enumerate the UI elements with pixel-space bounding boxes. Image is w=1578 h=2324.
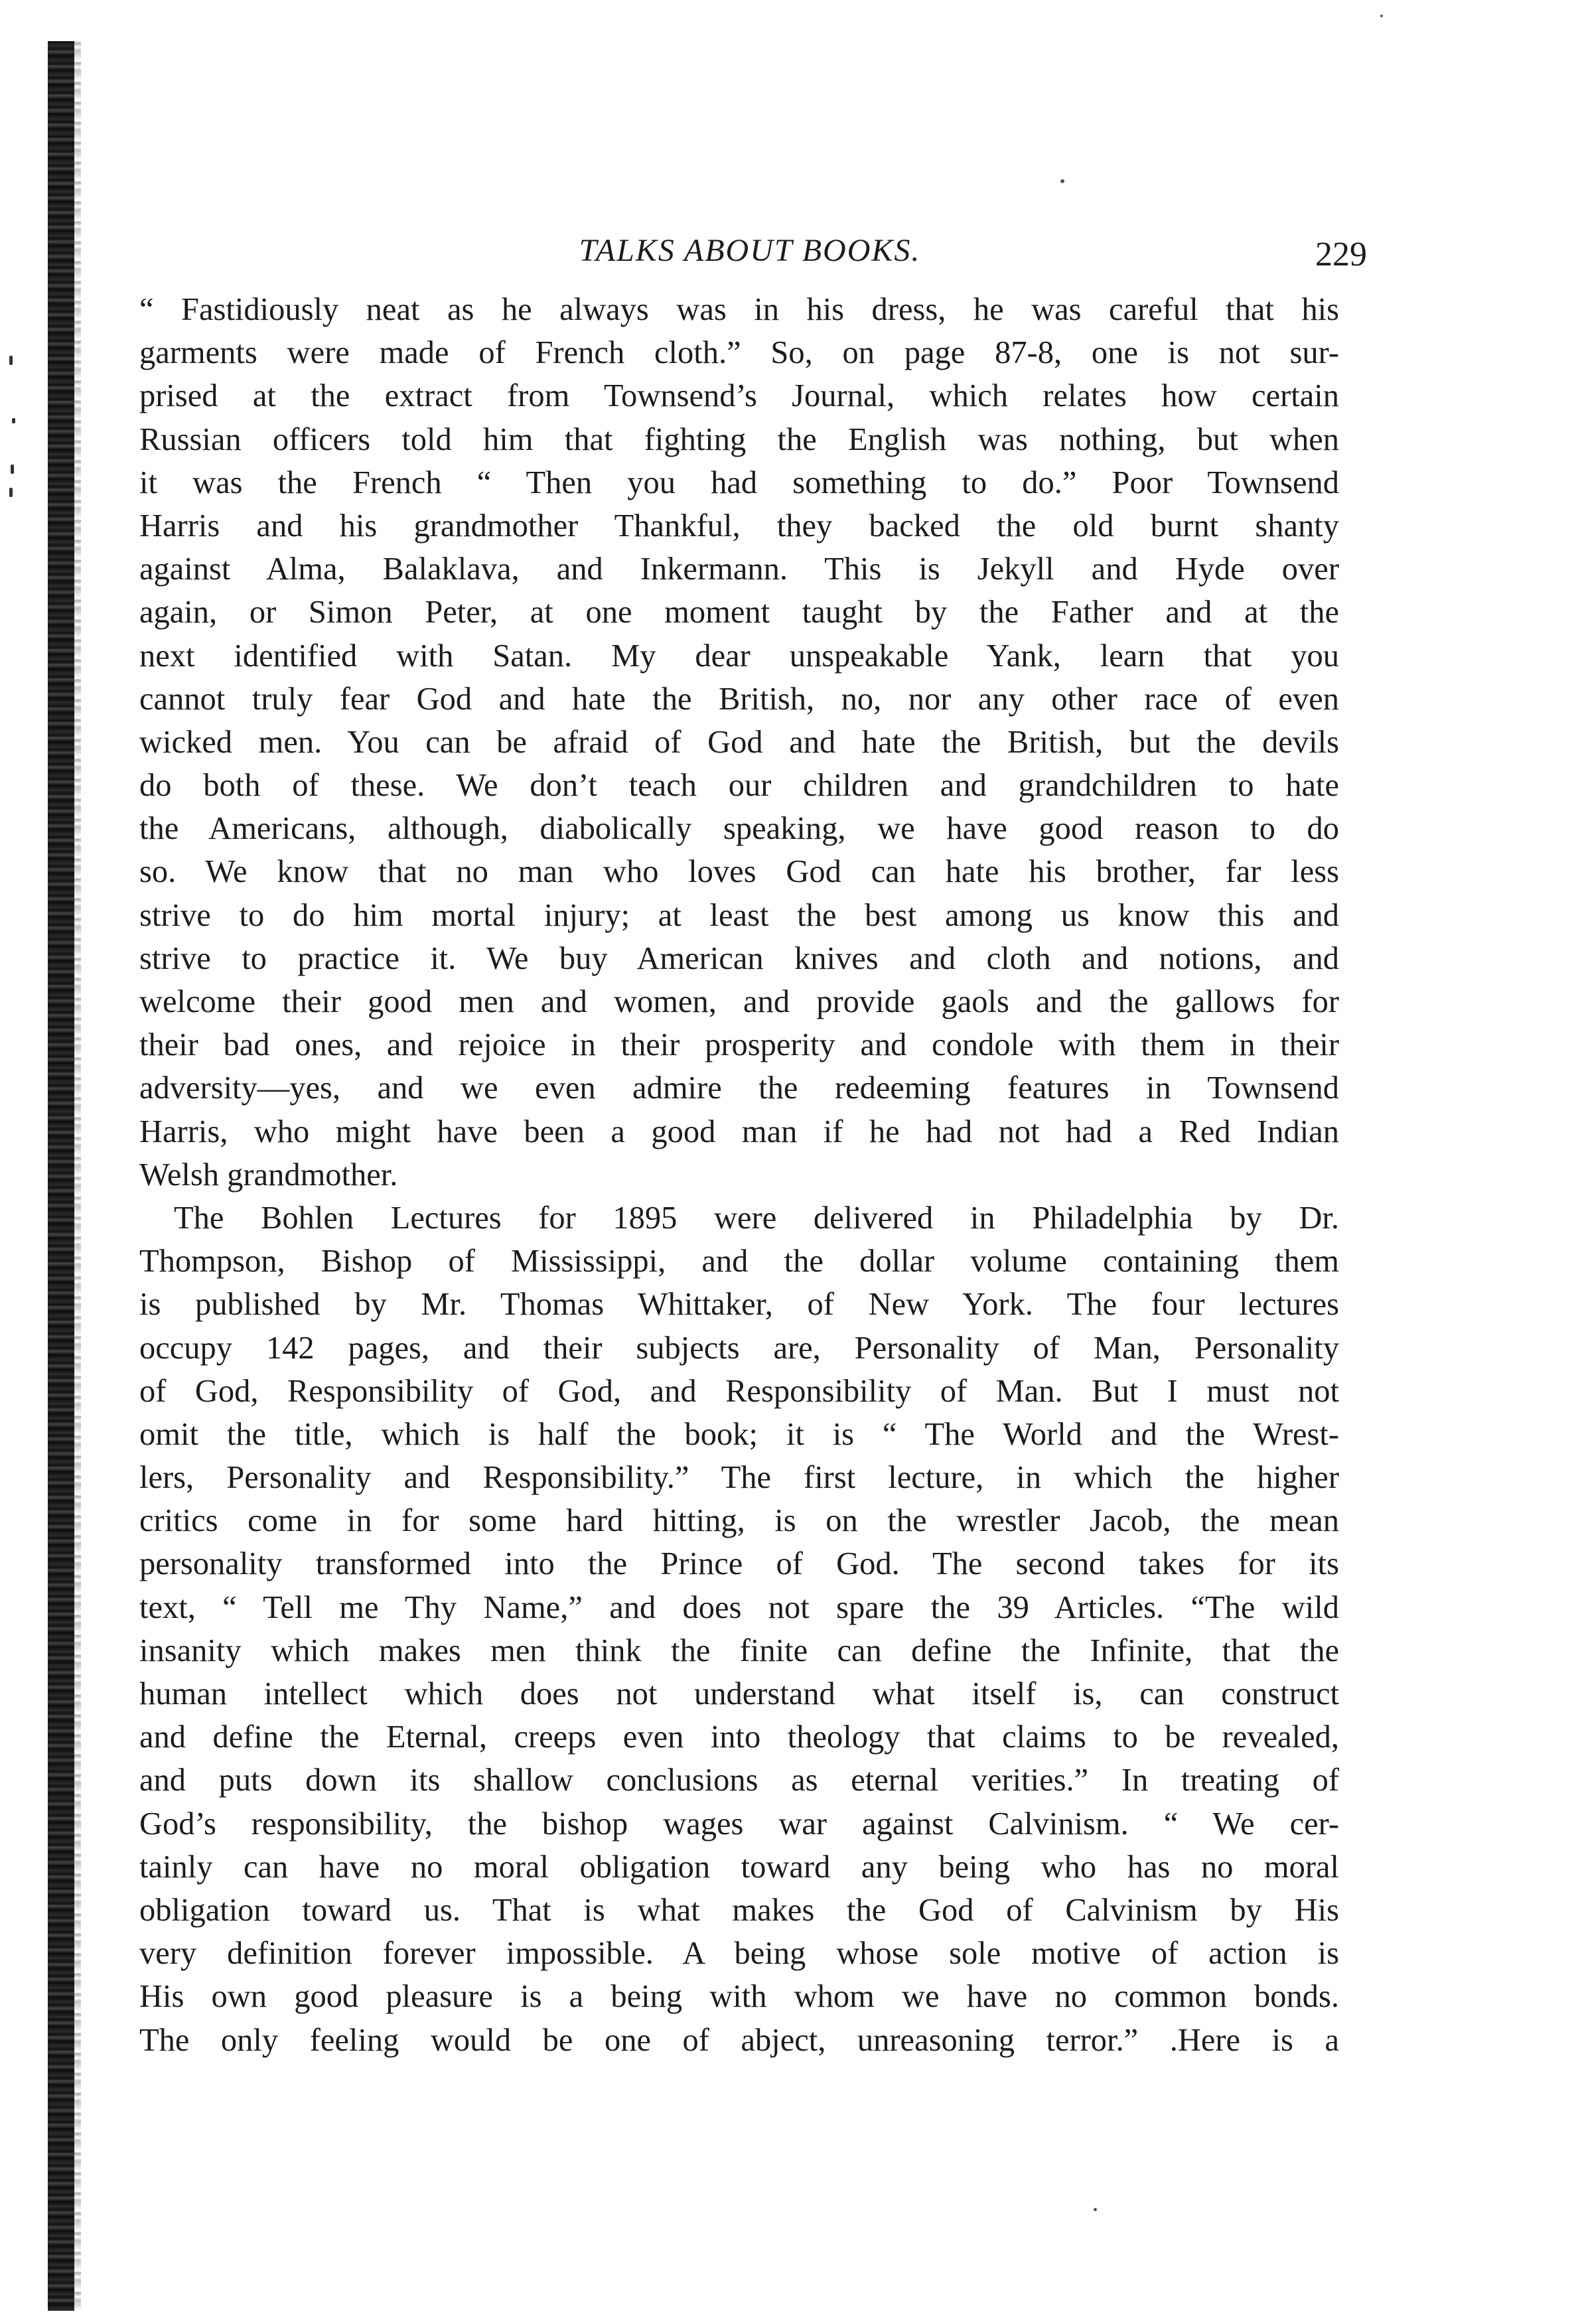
text-line: adversity—yes, and we even admire the redeeming features in Townsend (139, 1070, 1339, 1106)
text-line: tainly can have no moral obligation toward any being who has no moral (139, 1849, 1339, 1885)
page-speck (1060, 179, 1064, 183)
binding-shadow (74, 41, 81, 2311)
text-line: next identified with Satan. My dear unspeakable Yank, learn that you (139, 638, 1339, 674)
text-line: critics come in for some hard hitting, is on the wrestler Jacob, the mean (139, 1503, 1339, 1539)
text-line: “ Fastidiously neat as he always was in his dress, he was careful that his (139, 292, 1339, 327)
text-line: text, “ Tell me Thy Name,” and does not spare the 39 Articles. “The wild (139, 1589, 1339, 1625)
text-line: Russian officers told him that fighting the English was nothing, but when (139, 421, 1339, 457)
text-line: occupy 142 pages, and their subjects are, Personality of Man, Personality (139, 1330, 1339, 1366)
text-line: of God, Responsibility of God, and Responsibility of Man. But I must not (139, 1373, 1339, 1409)
text-line: Harris and his grandmother Thankful, they backed the old burnt shanty (139, 508, 1339, 544)
text-line: His own good pleasure is a being with whom we have no common bonds. (139, 1979, 1339, 2015)
paragraph-start-line: The Bohlen Lectures for 1895 were delivered in Philadelphia by Dr. (174, 1200, 1339, 1236)
text-line: The only feeling would be one of abject, unreasoning terror.” .Here is a (139, 2022, 1339, 2058)
text-line: against Alma, Balaklava, and Inkermann. This is Jekyll and Hyde over (139, 551, 1339, 587)
text-line: the Americans, although, diabolically speaking, we have good reason to do (139, 811, 1339, 847)
page-speck (1380, 15, 1383, 17)
text-line: prised at the extract from Townsend’s Journal, which relates how certain (139, 378, 1339, 414)
margin-speck (12, 418, 15, 423)
text-line: Thompson, Bishop of Mississippi, and the dollar volume containing them (139, 1244, 1339, 1279)
page-header (133, 232, 1367, 279)
text-line: very definition forever impossible. A being whose sole motive of action is (139, 1936, 1339, 1972)
margin-speck (11, 465, 14, 474)
page-speck (1094, 2208, 1097, 2211)
text-line: God’s responsibility, the bishop wages war against Calvinism. “ We cer- (139, 1806, 1339, 1842)
text-line: garments were made of French cloth.” So, on page 87-8, one is not sur- (139, 335, 1339, 371)
text-line: insanity which makes men think the finite can define the Infinite, that the (139, 1633, 1339, 1668)
running-head: TALKS ABOUT BOOKS. (579, 233, 921, 268)
text-line: lers, Personality and Responsibility.” The first lecture, in which the higher (139, 1460, 1339, 1496)
text-line: cannot truly fear God and hate the British, no, nor any other race of even (139, 681, 1339, 717)
text-line: personality transformed into the Prince of God. The second takes for its (139, 1546, 1339, 1582)
paragraph-end-line: Welsh grandmother. (139, 1157, 398, 1193)
text-line: do both of these. We don’t teach our children and grandchildren to hate (139, 768, 1339, 804)
body-text (139, 288, 1339, 2062)
book-binding-edge (48, 41, 74, 2311)
margin-speck (9, 356, 13, 365)
text-line: their bad ones, and rejoice in their prosperity and condole with them in their (139, 1027, 1339, 1063)
text-line: human intellect which does not understand what itself is, can construct (139, 1676, 1339, 1711)
margin-speck (9, 488, 13, 497)
text-line: omit the title, which is half the book; it is “ The World and the Wrest- (139, 1416, 1339, 1452)
text-line: strive to practice it. We buy American knives and cloth and notions, and (139, 940, 1339, 976)
text-line: again, or Simon Peter, at one moment taught by the Father and at the (139, 595, 1339, 630)
page-number: 229 (1315, 236, 1367, 273)
text-line: Harris, who might have been a good man if he had not had a Red Indian (139, 1114, 1339, 1149)
text-line: obligation toward us. That is what makes the God of Calvinism by His (139, 1892, 1339, 1928)
text-line: and define the Eternal, creeps even into theology that claims to be revealed, (139, 1719, 1339, 1755)
text-line: wicked men. You can be afraid of God and hate the British, but the devils (139, 724, 1339, 760)
text-line: strive to do him mortal injury; at least the best among us know this and (139, 897, 1339, 933)
text-line: it was the French “ Then you had something to do.” Poor Townsend (139, 465, 1339, 500)
text-line: so. We know that no man who loves God can hate his brother, far less (139, 854, 1339, 890)
text-line: welcome their good men and women, and provide gaols and the gallows for (139, 984, 1339, 1019)
text-line: and puts down its shallow conclusions as eternal verities.” In treating of (139, 1763, 1339, 1798)
text-line: is published by Mr. Thomas Whittaker, of New York. The four lectures (139, 1287, 1339, 1323)
